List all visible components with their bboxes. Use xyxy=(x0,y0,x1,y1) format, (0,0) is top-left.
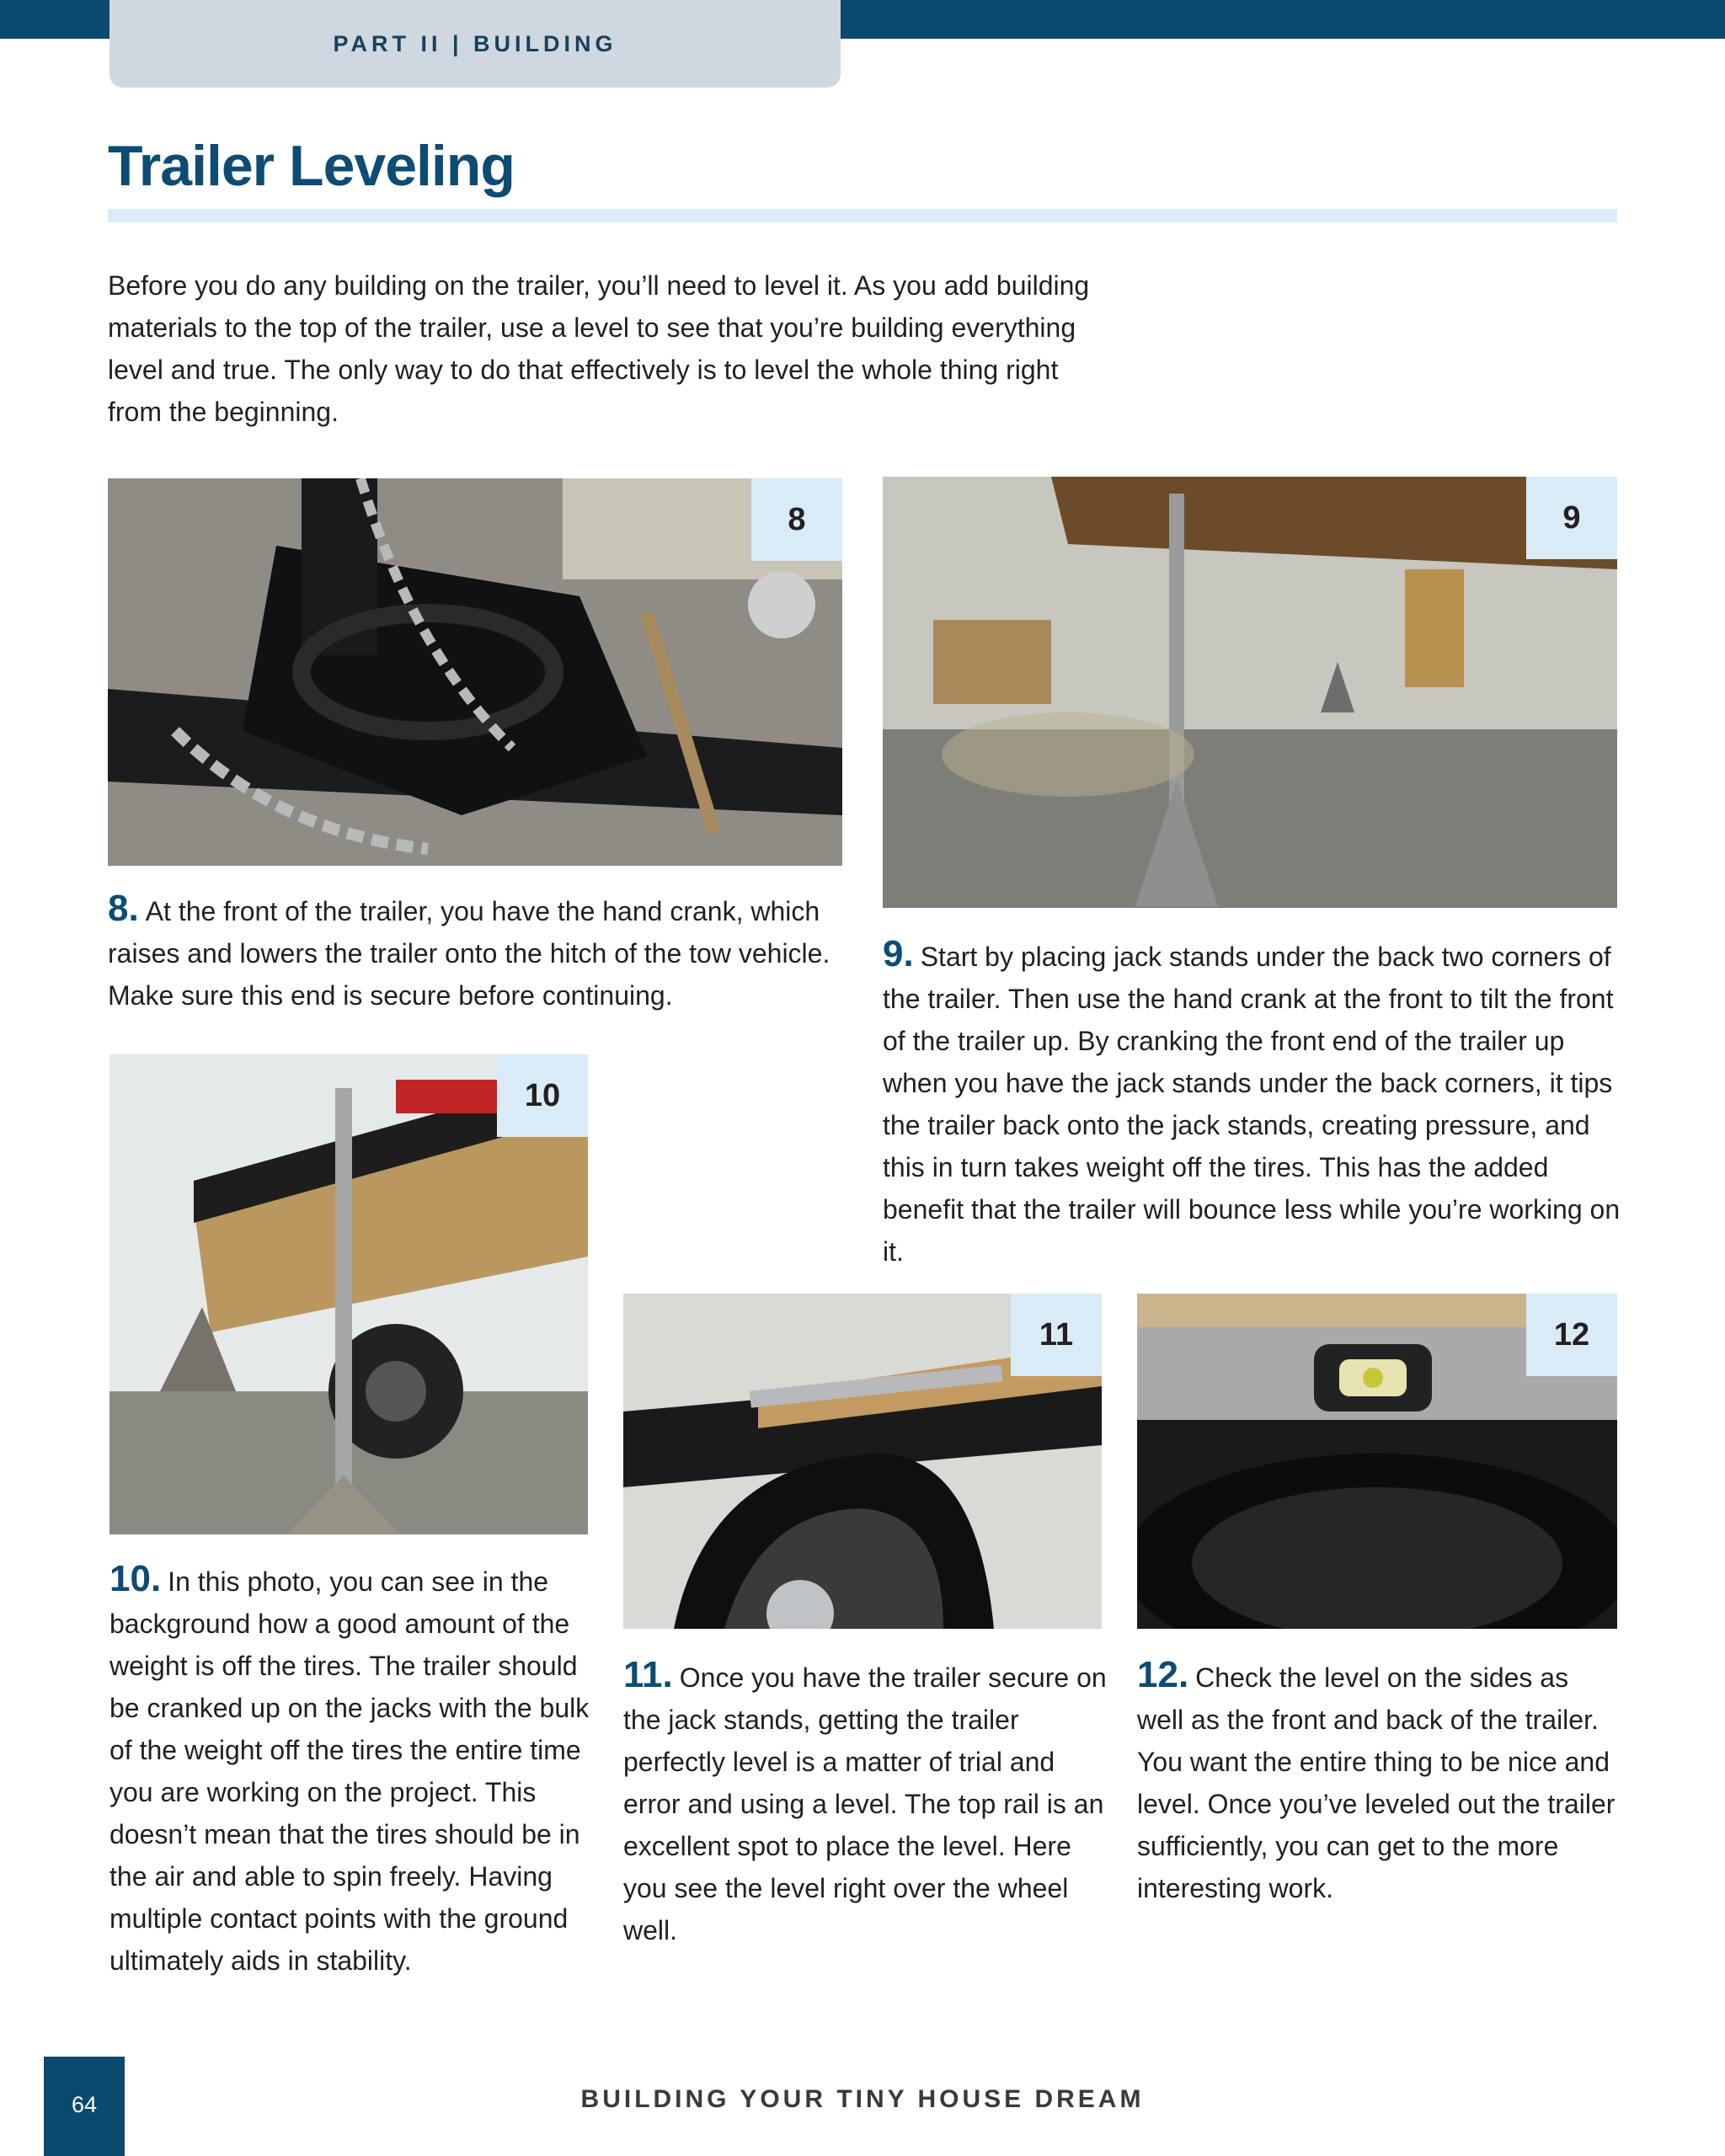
caption-12 xyxy=(1137,1654,1617,1909)
photo-9-image xyxy=(883,477,1617,908)
photo-11-number-badge: 11 xyxy=(1011,1294,1102,1376)
caption-11 xyxy=(623,1654,1112,1951)
caption-10-text: In this photo, you can see in the background how a good amount of the weight is off the tires. The trailer should be cranked up on the jacks with the bulk of the weight off the tires the entire time you are working on the project. This doesn’t mean that the tires should be in the air and able to spin freely. Having multiple contact points with the ground ultimately aids in stability. xyxy=(109,1566,590,1976)
caption-8 xyxy=(108,888,841,1017)
title-rule xyxy=(108,209,1617,222)
caption-9-number: 9. xyxy=(883,933,914,974)
caption-8-text: At the front of the trailer, you have the hand crank, which raises and lowers the trailer onto the hitch of the tow vehicle. Make sure this end is secure before continuing. xyxy=(108,896,830,1011)
part-section-tab: PART II | BUILDING xyxy=(109,0,841,88)
page-number: 64 xyxy=(71,2092,98,2117)
photo-12-level-bubble xyxy=(1137,1294,1617,1629)
caption-12-number: 12. xyxy=(1137,1654,1189,1695)
photo-10-number-badge: 10 xyxy=(497,1054,588,1137)
page-title: Trailer Leveling xyxy=(108,134,515,198)
caption-11-number: 11. xyxy=(623,1654,673,1695)
photo-12-number-badge: 12 xyxy=(1526,1294,1617,1376)
caption-9 xyxy=(883,933,1624,1273)
photo-10-trailer-on-stands xyxy=(109,1054,588,1534)
caption-10-number: 10. xyxy=(109,1558,162,1599)
photo-8-image xyxy=(108,478,842,866)
caption-12-text: Check the level on the sides as well as the front and back of the trailer. You want the entire thing to be nice and level. Once you’ve leveled out the trailer sufficiently, you can get to the more interesting work. xyxy=(1137,1662,1616,1903)
photo-9-jack-stand xyxy=(883,477,1617,908)
caption-11-text: Once you have the trailer secure on the jack stands, getting the trailer perfectly level is a matter of trial and error and using a level. The top rail is an excellent spot to place the level. Here you see the level right over the wheel well. xyxy=(623,1662,1107,1945)
footer-book-title: BUILDING YOUR TINY HOUSE DREAM xyxy=(580,2085,1145,2113)
photo-8-hitch xyxy=(108,478,842,866)
photo-11-level-on-rail xyxy=(623,1294,1102,1629)
caption-10 xyxy=(109,1558,598,1982)
photo-9-number-badge: 9 xyxy=(1526,477,1617,559)
caption-9-text: Start by placing jack stands under the back two corners of the trailer. Then use the hand crank at the front to tilt the front of the trailer up. By cranking the front end of the trailer up when you have the jack stands under the back corners, it tips the trailer back onto the jack stands, creating pressure, and this in turn takes weight off the tires. This has the added benefit that the trailer will bounce less while you’re working on it. xyxy=(883,942,1621,1267)
caption-8-number: 8. xyxy=(108,888,139,929)
photo-8-number-badge: 8 xyxy=(751,478,842,561)
intro-paragraph: Before you do any building on the trailer, you’ll need to level it. As you add building materials to the top of the trailer, use a level to see that you’re building everything level and true. The only way to do that effectively is to level the whole thing right from the beginning. xyxy=(108,270,1090,427)
